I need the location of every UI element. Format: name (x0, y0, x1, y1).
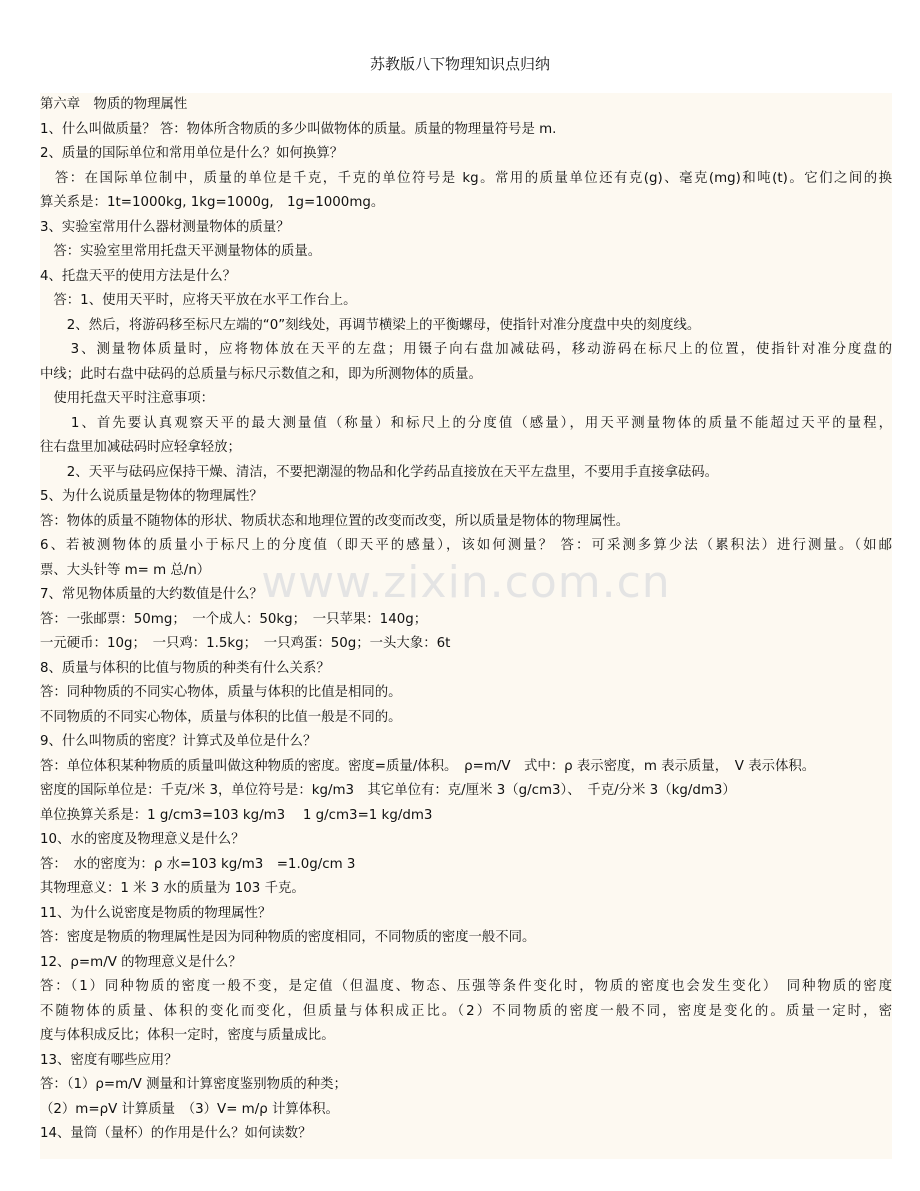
text-line: 1、首先要认真观察天平的最大测量值（称量）和标尺上的分度值（感量），用天平测量物体的质量不能超过天平的量程， (40, 415, 892, 431)
text-line: 6、若被测物体的质量小于标尺上的分度值（即天平的感量），该如何测量？ 答：可采测多算少法（累积法）进行测量。（如邮 (40, 538, 892, 553)
text-line: 13、密度有哪些应用？ (40, 1052, 178, 1068)
text-line: 9、什么叫物质的密度？计算式及单位是什么？ (40, 734, 317, 749)
text-line: 答：在国际单位制中，质量的单位是千克，千克的单位符号是 kg。常用的质量单位还有克(g)、毫克(mg)和吨(t)。它们之间的换 (40, 170, 892, 186)
text-line: 3、实验室常用什么器材测量物体的质量？ (40, 219, 290, 235)
text-line: 其物理意义：1 米 3 水的质量为 103 千克。 (40, 881, 305, 896)
text-line: 度与体积成反比；体积一定时，密度与质量成比。 (40, 1028, 335, 1043)
text-line: 答：同种物质的不同实心物体，质量与体积的比值是相同的。 (40, 685, 402, 700)
text-line: 答：1、使用天平时，应将天平放在水平工作台上。 (40, 293, 357, 308)
watermark: www.zixin.com.cn (261, 557, 671, 608)
text-line: 3、测量物体质量时，应将物体放在天平的左盘；用镊子向右盘加减砝码，移动游码在标尺上的位置，使指针对准分度盘的 (40, 342, 892, 357)
text-line: 不随物体的质量、体积的变化而变化，但质量与体积成正比。（2）不同物质的密度一般不同，密度是变化的。质量一定时，密 (40, 1003, 892, 1019)
text-line: 使用托盘天平时注意事项： (40, 391, 215, 406)
text-line: 2、然后，将游码移至标尺左端的“0”刻线处，再调节横梁上的平衡螺母，使指针对准分度盘中央的刻度线。 (40, 317, 701, 333)
text-line: 算关系是：1t=1000kg, 1kg=1000g, 1g=1000mg。 (40, 195, 385, 210)
text-line: （2）m=ρV 计算质量 （3）V= m/ρ 计算体积。 (40, 1101, 339, 1117)
text-line: 答：一张邮票：50mg； 一个成人：50kg； 一只苹果：140g； (40, 611, 428, 627)
document-body (40, 93, 892, 1159)
text-line: 单位换算关系是：1 g/cm3=103 kg/m3 1 g/cm3=1 kg/dm3 (40, 807, 433, 823)
text-line: 2、质量的国际单位和常用单位是什么？如何换算？ (40, 146, 344, 161)
text-line: 14、量筒（量杯）的作用是什么？如何读数？ (40, 1126, 312, 1141)
chapter-heading: 第六章 物质的物理属性 (40, 97, 188, 112)
text-line: 答： 水的密度为：ρ 水=103 kg/m3 =1.0g/cm 3 (40, 856, 356, 872)
text-line: 答：单位体积某种物质的质量叫做这种物质的密度。密度=质量/体积。 ρ=m/V 式中：ρ 表示密度，m 表示质量， V 表示体积。 (40, 758, 816, 774)
text-line: 5、为什么说质量是物体的物理属性？ (40, 489, 263, 504)
text-line: 不同物质的不同实心物体，质量与体积的比值一般是不同的。 (40, 709, 402, 725)
text-line: 7、常见物体质量的大约数值是什么？ (40, 587, 263, 602)
text-line: 往右盘里加减砝码时应轻拿轻放； (40, 440, 241, 455)
text-line: 答：（1）ρ=m/V 测量和计算密度鉴别物质的种类； (40, 1077, 347, 1092)
text-line: 4、托盘天平的使用方法是什么？ (40, 268, 236, 284)
text-line: 答：（1）同种物质的密度一般不变，是定值（但温度、物态、压强等条件变化时，物质的密度也会发生变化） 同种物质的密度 (40, 979, 892, 994)
text-line: 2、天平与砝码应保持干燥、清洁，不要把潮湿的物品和化学药品直接放在天平左盘里，不要用手直接拿砝码。 (40, 464, 719, 480)
text-line: 12、ρ=m/V 的物理意义是什么？ (40, 954, 242, 970)
text-line: 答：实验室里常用托盘天平测量物体的质量。 (40, 244, 322, 259)
text-line: 1、什么叫做质量？ 答：物体所含物质的多少叫做物体的质量。质量的物理量符号是 m. (40, 121, 557, 137)
text-line: 答：物体的质量不随物体的形状、物质状态和地理位置的改变而改变，所以质量是物体的物理属性。 (40, 513, 630, 529)
text-line: 11、为什么说密度是物质的物理属性？ (40, 905, 272, 921)
text-line: 密度的国际单位是：千克/米 3，单位符号是：kg/m3 其它单位有：克/厘米 3（g/cm3）、 千克/分米 3（kg/dm3） (40, 783, 736, 798)
text-line: 答：密度是物质的物理属性是因为同种物质的密度相同，不同物质的密度一般不同。 (40, 930, 536, 945)
text-line: 票、大头针等 m= m 总/n） (40, 562, 211, 578)
text-line: 一元硬币：10g； 一只鸡：1.5kg； 一只鸡蛋：50g；一头大象：6t (40, 636, 451, 651)
text-line: 中线；此时右盘中砝码的总质量与标尺示数值之和，即为所测物体的质量。 (40, 366, 482, 382)
text-line: 10、水的密度及物理意义是什么？ (40, 832, 245, 847)
document-title: 苏教版八下物理知识点归纳 (369, 55, 550, 73)
text-line: 8、质量与体积的比值与物质的种类有什么关系？ (40, 660, 330, 676)
